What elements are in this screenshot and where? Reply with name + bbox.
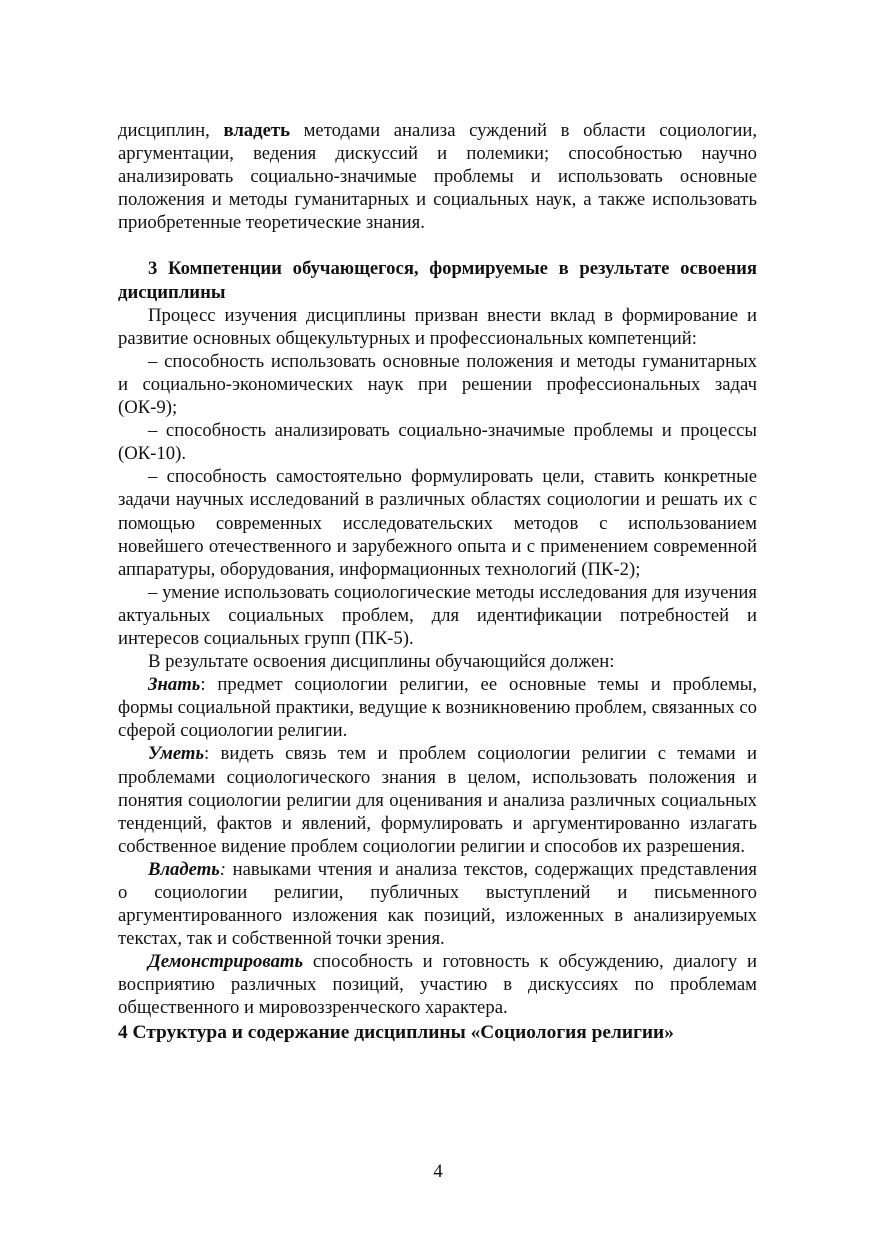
own-label: Владеть (148, 858, 220, 880)
intro-paragraph: дисциплин, владеть методами анализа суждений в области социологии, аргументации, ведения дискуссий и полемики; способностью научно анализировать социально-значимые проблемы и использовать основные положения и методы гуманитарных и социальных наук, а также использовать приобретенные теоретические знания. (118, 120, 757, 234)
competency-ok9: – способность использовать основные положения и методы гуманитарных и социально-экономических наук при решении профессиональных задач (ОК-9); (118, 350, 757, 419)
competency-pk5: – умение использовать социологические методы исследования для изучения актуальных социальных проблем, для идентификации потребностей и интересов социальных групп (ПК-5). (118, 581, 757, 649)
able-paragraph: Уметь: видеть связь тем и проблем социологии религии с темами и проблемами социологического знания в целом, использовать положения и понятия социологии религии для оценивания и анализа различных социальных тенденций, фактов и явлений, формулировать и аргументированно излагать собственное видение проблем социологии религии и способов их разрешения. (118, 743, 757, 857)
page-number: 4 (433, 1161, 443, 1182)
section-4-heading: 4 Структура и содержание дисциплины «Социология религии» (118, 1021, 674, 1043)
result-lead: В результате освоения дисциплины обучающийся должен: (148, 651, 615, 673)
competency-pk2: – способность самостоятельно формулировать цели, ставить конкретные задачи научных исследований в различных областях социологии и решать их с помощью современных исследовательских методов с использованием новейшего отечественного и зарубежного опыта и с применением современной аппаратуры, оборудования, информационных технологий (ПК-2); (118, 466, 757, 580)
competency-ok10: – способность анализировать социально-значимые проблемы и процессы (ОК-10). (118, 420, 757, 465)
own-term: владеть (223, 120, 290, 141)
know-label: Знать (148, 674, 201, 696)
section-3-heading: 3 Компетенции обучающегося, формируемые в результате освоения дисциплины (118, 258, 757, 303)
section-3-lead: Процесс изучения дисциплины призван внести вклад в формирование и развитие основных общекультурных и профессиональных компетенций: (118, 304, 757, 349)
document-page (118, 119, 757, 1044)
demo-paragraph: Демонстрировать способность и готовность к обсуждению, диалогу и восприятию различных позиций, участию в дискуссиях по проблемам общественного и мировоззренческого характера. (118, 951, 757, 1019)
demo-label: Демонстрировать (148, 951, 304, 973)
own-paragraph: Владеть: навыками чтения и анализа текстов, содержащих представления о социологии религии, публичных выступлений и письменного аргументированного изложения как позиций, изложенных в анализируемых текстах, так и собственной точки зрения. (118, 858, 757, 950)
able-label: Уметь (148, 743, 204, 765)
know-paragraph: Знать: предмет социологии религии, ее основные темы и проблемы, формы социальной практики, ведущие к возникновению проблем, связанных со сферой социологии религии. (118, 674, 757, 742)
